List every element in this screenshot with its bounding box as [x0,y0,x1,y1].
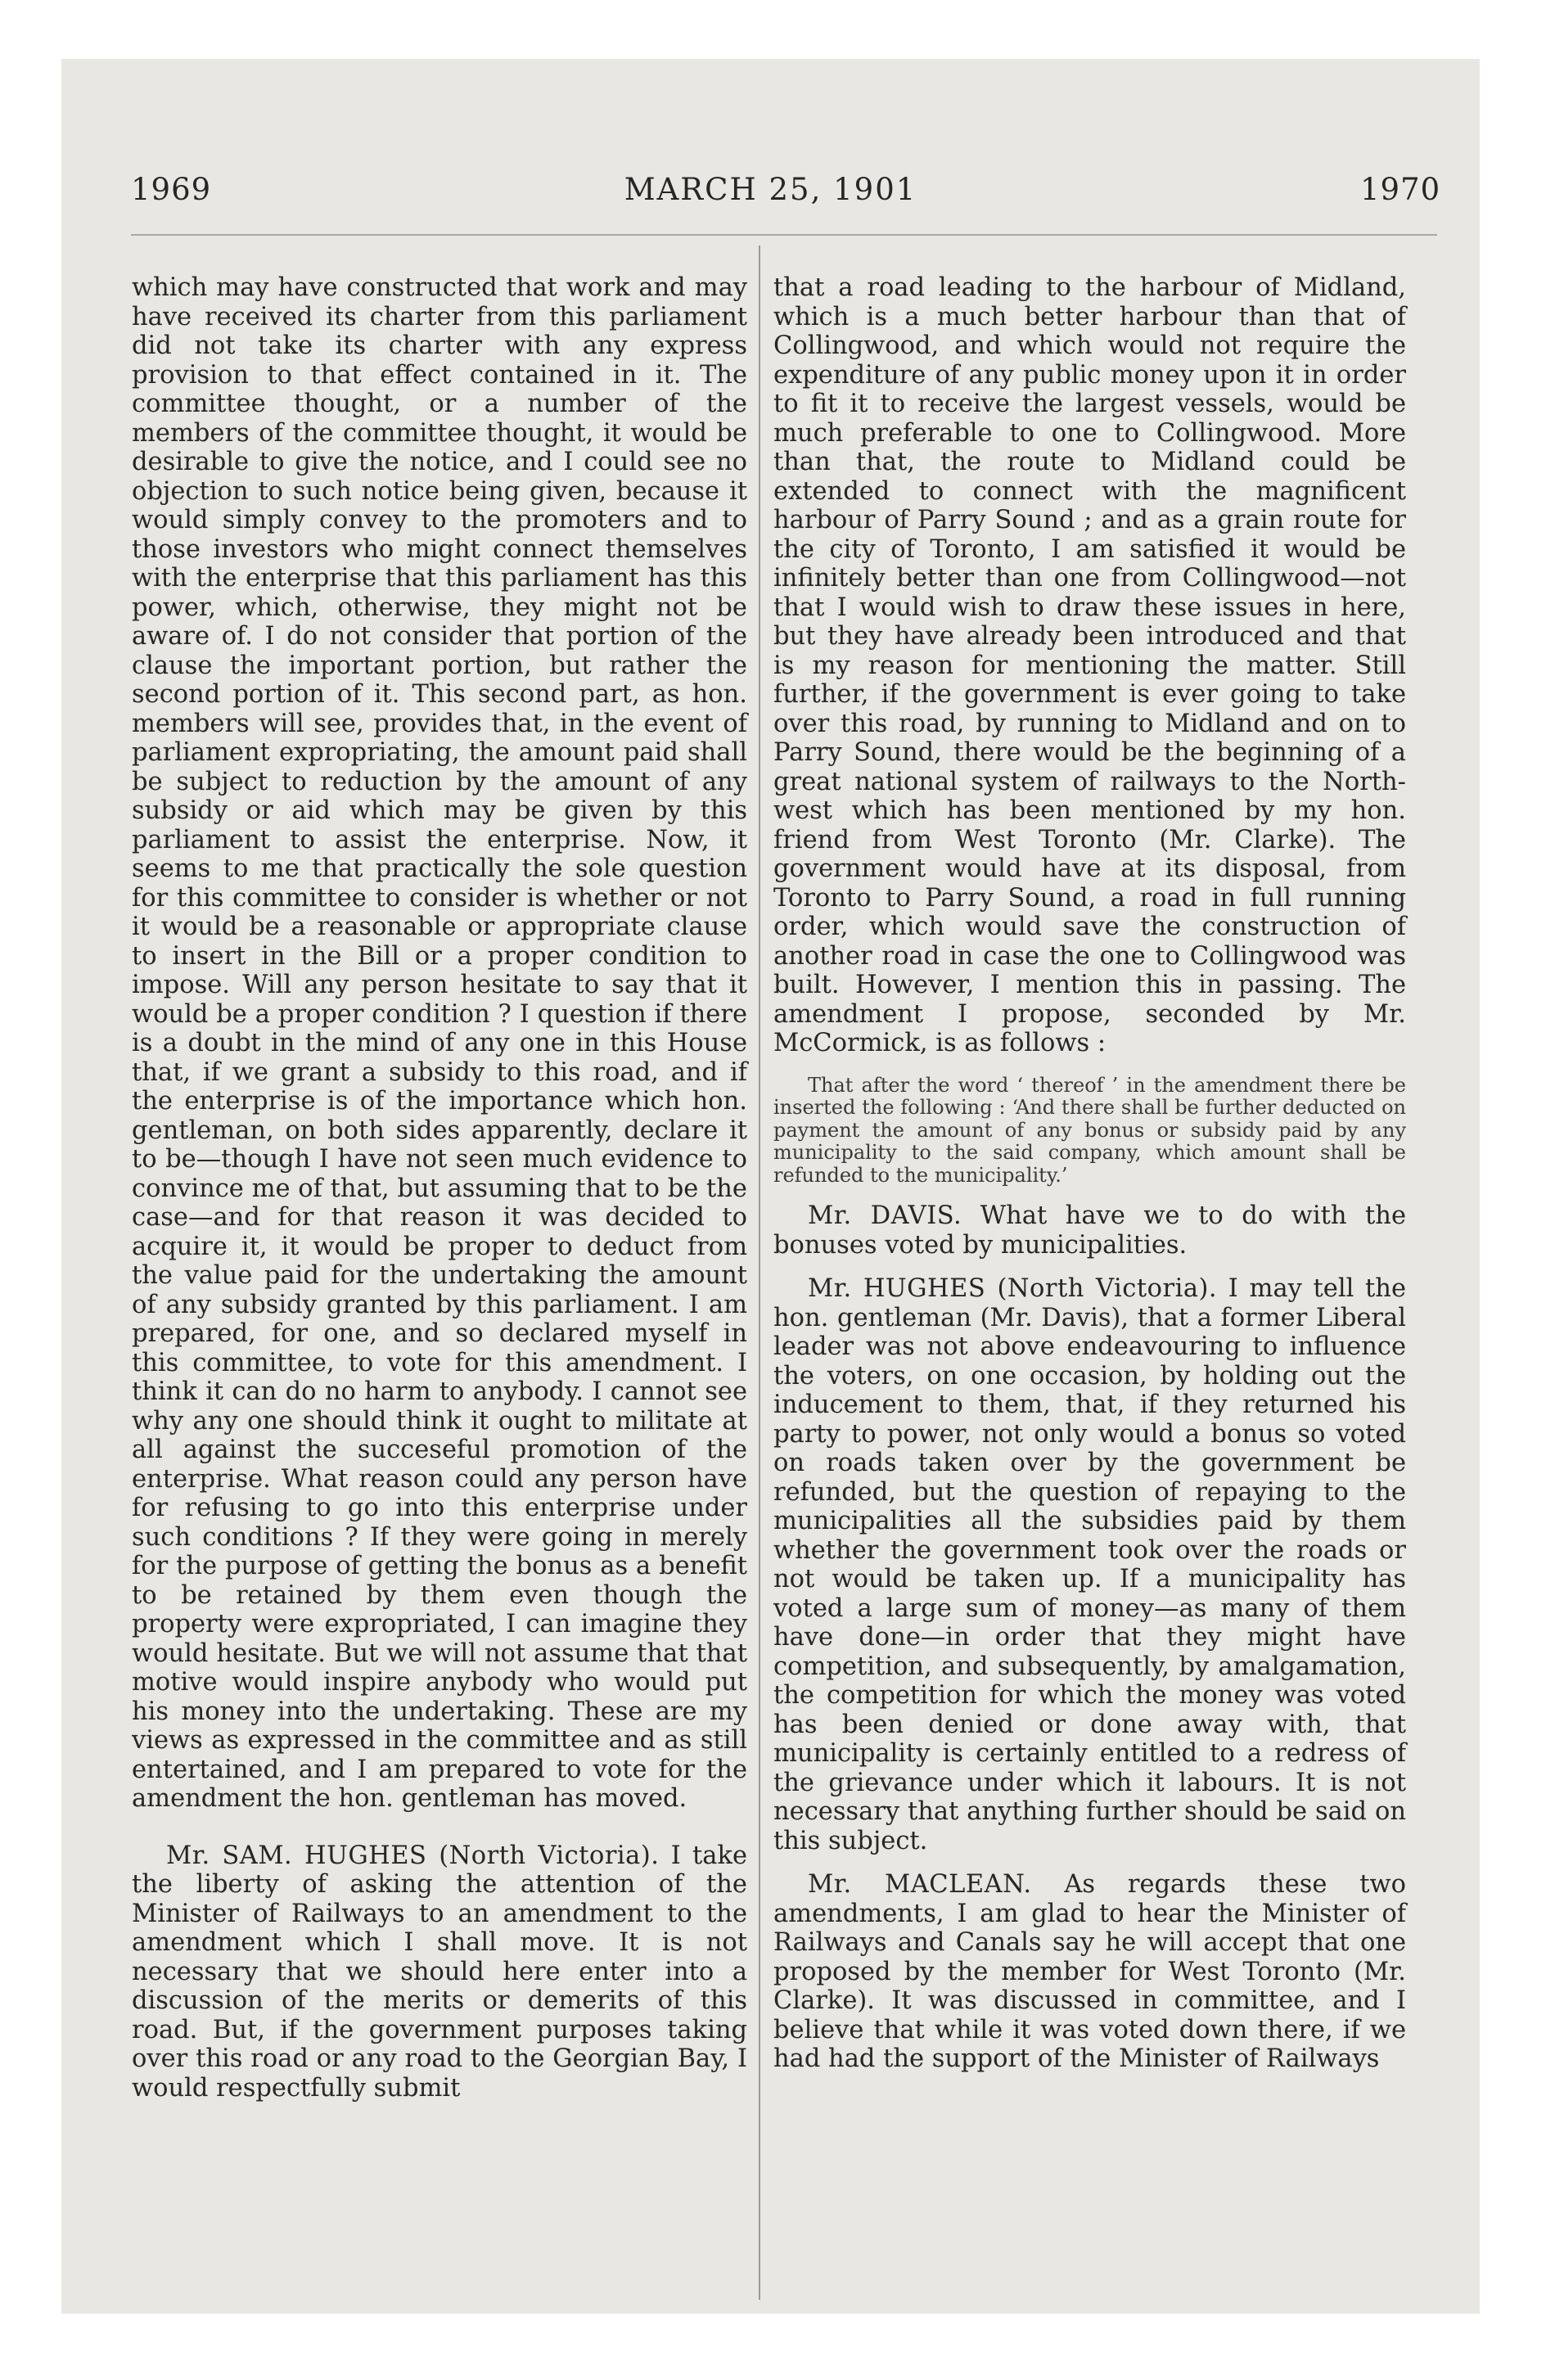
paragraph: that a road leading to the harbour of Midland, which is a much better harbour than that of Collingwood, and which would not require the expenditure of any public money upon it in order to fit it to receive the largest vessels, would be much preferable to one to Collingwood. More than that, the route to Midland could be extended to connect with the magnificent harbour of Parry Sound ; and as a grain route for the city of Toronto, I am satisfied it would be infinitely better than one from Collingwood—not that I would wish to draw these issues in here, but they have already been introduced and that is my reason for mentioning the matter. Still further, if the government is ever going to take over this road, by running to Midland and on to Parry Sound, there would be the beginning of a great national system of railways to the North-west which has been mentioned by my hon. friend from West Toronto (Mr. Clarke). The government would have at its disposal, from Toronto to Parry Sound, a road in full running order, which would save the construction of another road in case the one to Collingwood was built. However, I mention this in passing. The amendment I propose, seconded by Mr. McCormick, is as follows : [773,273,1406,1057]
speaker-name: Mr. SAM. HUGHES (North Victoria). [166,1841,660,1870]
speech-text: I may tell the hon. gentleman (Mr. Davis), that a former Liberal leader was not above endeavouring to influence the voters, on one occasion, by holding out the inducement to them, that, if they returned his party to power, not only would a bonus so voted on roads taken over by the government be refunded, but the question of repaying to the municipalities all the subsidies paid by them whether the government took over the roads or not would be taken up. If a municipality has voted a large sum of money—as many of them have done—in order that they might have competition, and subsequently, by amalgamation, the competition for which the money was voted has been denied or done away with, that municipality is certainly entitled to a redress of the grievance under which it labours. It is not necessary that anything further should be said on this subject. [773,1274,1407,1855]
page-sheet [61,59,1480,2314]
speaker-name: Mr. HUGHES (North Victoria). [808,1274,1218,1303]
speech-text: As regards these two amendments, I am glad to hear the Minister of Railways and Canals say he will accept that one proposed by the member for West Toronto (Mr. Clarke). It was discussed in committee, and I believe that while it was voted down there, if we had had the support of the Minister of Railways [773,1870,1406,2073]
page-date-header: MARCH 25, 1901 [624,172,917,207]
column-divider [759,246,760,2300]
scan-frame [61,59,1480,2314]
speech-text: I take the liberty of asking the attention of the Minister of Railways to an amendment to the amendment which I shall move. It is not necessary that we should here enter into a discussion of the merits or demerits of this road. But, if the government purposes taking over this road or any road to the Georgian Bay, I would respectfully submit [132,1841,747,2103]
paragraph [773,1870,1406,2074]
paragraph [773,1201,1406,1260]
speech-text: What have we to do with the bonuses voted by municipalities. [773,1201,1407,1260]
header-rule [131,234,1437,236]
speaker-name: Mr. DAVIS. [808,1201,962,1230]
paragraph [773,1274,1406,1855]
left-column [132,273,747,2103]
paragraph: which may have constructed that work and may have received its charter from this parliament did not take its charter with any express provision to that effect contained in it. The committee thought, or a number of the members of the committee thought, it would be desirable to give the notice, and I could see no objection to such notice being given, because it would simply convey to the promoters and to those investors who might connect themselves with the enterprise that this parliament has this power, which, otherwise, they might not be aware of. I do not consider that portion of the clause the important portion, but rather the second portion of it. This second part, as hon. members will see, provides that, in the event of parliament expropriating, the amount paid shall be subject to reduction by the amount of any subsidy or aid which may be given by this parliament to assist the enterprise. Now, it seems to me that practically the sole question for this committee to consider is whether or not it would be a reasonable or appropriate clause to insert in the Bill or a proper condition to impose. Will any person hesitate to say that it would be a proper condition ? I question if there is a doubt in the mind of any one in this House that, if we grant a subsidy to this road, and if the enterprise is of the importance which hon. gentleman, on both sides apparently, declare it to be—though I have not seen much evidence to convince me of that, but assuming that to be the case—and for that reason it was decided to acquire it, it would be proper to deduct from the value paid for the undertaking the amount of any subsidy granted by this parliament. I am prepared, for one, and so declared myself in this committee, to vote for this amendment. I think it can do no harm to anybody. I cannot see why any one should think it ought to militate at all against the succeseful promotion of the enterprise. What reason could any person have for refusing to go into this enterprise under such conditions ? If they were going in merely for the purpose of getting the bonus as a benefit to be retained by them even though the property were expropriated, I can imagine they would hesitate. But we will not assume that that motive would inspire anybody who would put his money into the undertaking. These are my views as expressed in the committee and as still entertained, and I am prepared to vote for the amendment the hon. gentleman has moved. [132,273,747,1813]
page-number-right: 1970 [1360,172,1441,207]
page-number-left: 1969 [131,172,212,207]
amendment-quote: That after the word ‘ thereof ’ in the amendment there be inserted the following : ‘And there shall be further deducted on payment the amount of any bonus or subsidy paid by any municipality to the said company, which amount shall be refunded to the municipality.’ [773,1073,1406,1187]
right-column [773,273,1406,2074]
speaker-name: Mr. MACLEAN. [808,1870,1032,1899]
paragraph [132,1841,747,2103]
